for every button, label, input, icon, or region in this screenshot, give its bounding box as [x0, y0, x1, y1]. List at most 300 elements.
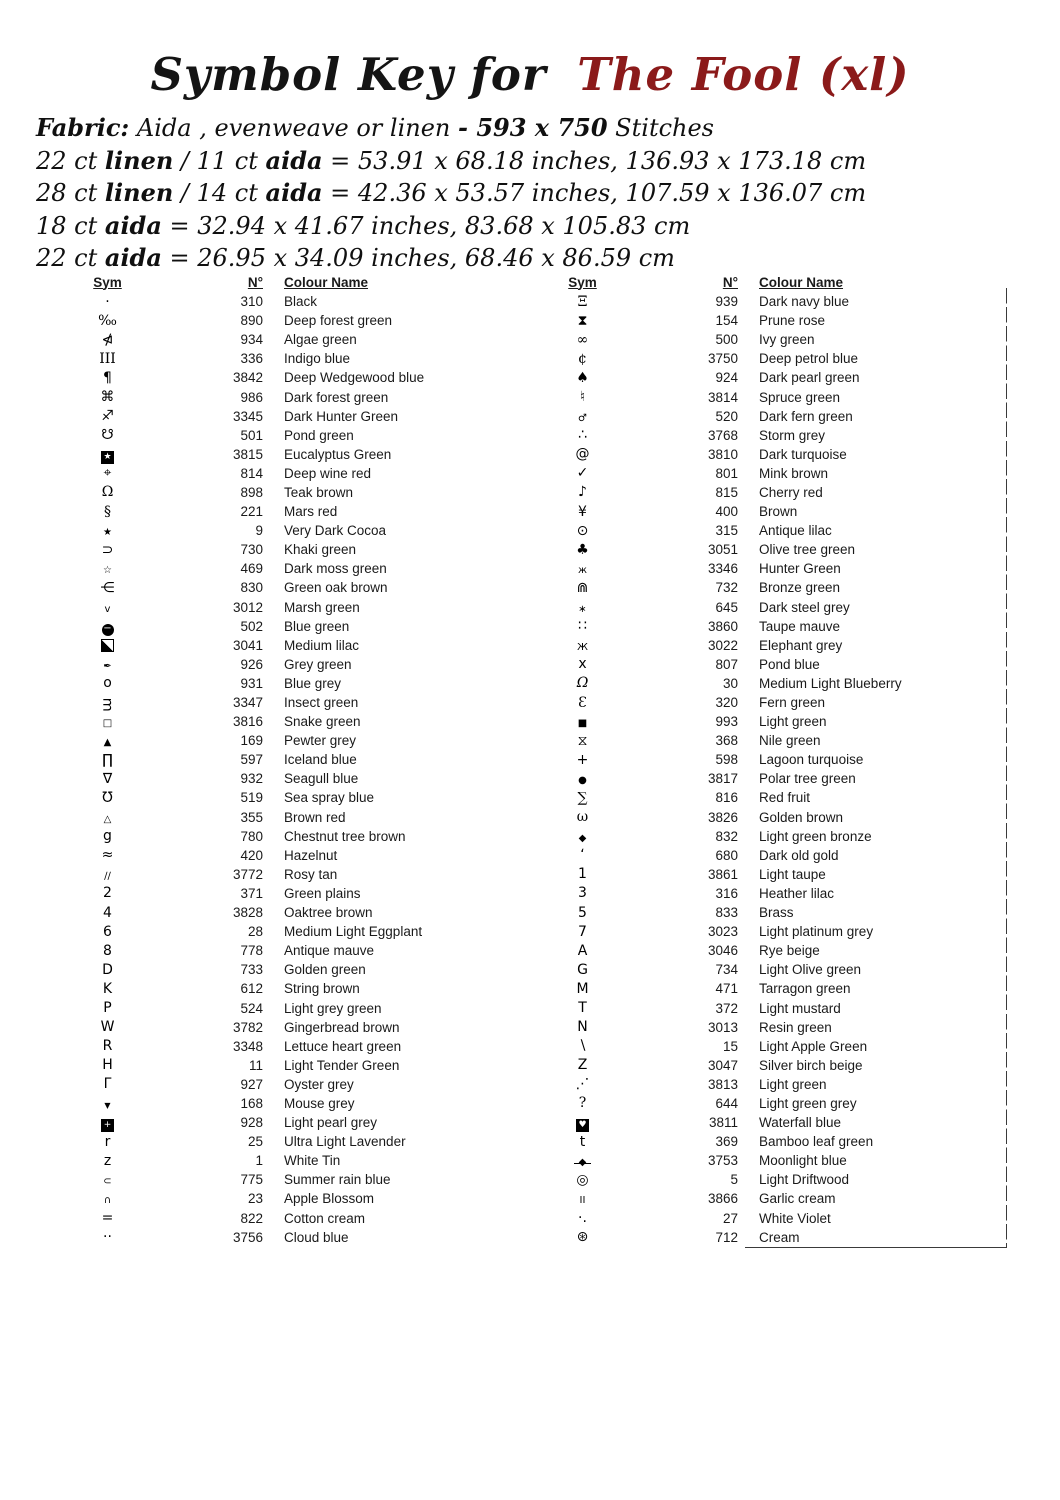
- stitch-symbol-icon: z: [103, 1152, 112, 1169]
- colour-name: Medium Light Eggplant: [284, 924, 423, 940]
- symbol-cell: [60, 1134, 155, 1150]
- symbol-cell: [60, 294, 155, 310]
- page-title: [0, 50, 1060, 100]
- colour-name: Blue green: [284, 618, 350, 634]
- symbol-cell: [535, 1172, 630, 1188]
- colour-name: Pond blue: [759, 656, 820, 672]
- table-row: [535, 674, 1007, 693]
- table-row: [535, 1228, 1007, 1247]
- floss-number: 3750: [707, 351, 738, 367]
- colour-name: Red fruit: [759, 790, 811, 806]
- floss-number: 519: [240, 790, 263, 806]
- table-row: [535, 464, 1007, 483]
- floss-number: 934: [240, 332, 263, 348]
- fabric-line-text: / 14 ct: [173, 179, 266, 207]
- table-header-left: [60, 272, 512, 292]
- symbol-cell: [60, 867, 155, 882]
- stitch-symbol-icon: ∩: [103, 1195, 112, 1207]
- floss-number: 3782: [232, 1019, 263, 1035]
- table-row: [535, 387, 1007, 406]
- stitch-symbol-icon: ♐: [101, 408, 114, 425]
- fabric-line-emphasis: linen: [104, 178, 174, 207]
- colour-name: Summer rain blue: [284, 1172, 391, 1188]
- stitch-symbol-icon: ∇: [102, 770, 113, 787]
- table-row: [60, 1132, 512, 1151]
- colour-name: Chestnut tree brown: [284, 828, 406, 844]
- stitch-symbol-icon: W: [100, 1019, 115, 1036]
- floss-number: 932: [240, 771, 263, 787]
- symbol-cell: [535, 981, 630, 997]
- floss-number: 501: [240, 427, 263, 443]
- colour-name: Nile green: [759, 733, 821, 749]
- floss-number: 11: [248, 1057, 263, 1073]
- colour-name: Sea spray blue: [284, 790, 375, 806]
- stitch-symbol-icon: g: [103, 828, 112, 845]
- fabric-line-text: = 53.91 x 68.18 inches, 136.93 x 173.18 cm: [322, 146, 867, 175]
- symbol-cell: [60, 638, 155, 653]
- fabric-line-emphasis: aida: [104, 243, 162, 272]
- stitch-symbol-icon: II: [579, 1195, 586, 1207]
- title-book-name: The Fool (xl): [577, 48, 910, 101]
- colour-name: Storm grey: [759, 427, 826, 443]
- colour-name: Green oak brown: [284, 580, 388, 596]
- symbol-cell: [535, 523, 630, 539]
- colour-name: Dark forest green: [284, 389, 389, 405]
- stitch-symbol-icon: ⋪: [101, 331, 114, 348]
- table-row: [60, 1056, 512, 1075]
- symbol-cell: [60, 962, 155, 978]
- table-row: [60, 674, 512, 693]
- floss-number: 3047: [707, 1057, 738, 1073]
- title-prefix: Symbol Key for: [150, 48, 547, 101]
- colour-name: Light Apple Green: [759, 1038, 868, 1054]
- stitch-symbol-icon: ⧖: [577, 732, 588, 749]
- stitch-symbol-icon: 3: [578, 885, 587, 902]
- table-row: [535, 426, 1007, 445]
- colour-name: Golden green: [284, 962, 366, 978]
- symbol-cell: [535, 1210, 630, 1226]
- colour-name: Light pearl grey: [284, 1115, 378, 1131]
- symbol-cell: [535, 638, 630, 653]
- table-row: [60, 884, 512, 903]
- table-row: [60, 578, 512, 597]
- table-row: [535, 1094, 1007, 1113]
- floss-number: 3860: [707, 618, 738, 634]
- stitch-symbol-icon: ʻ: [580, 847, 585, 864]
- table-row: [60, 1189, 512, 1208]
- stitch-symbol-icon: ⋒: [576, 579, 589, 596]
- symbol-cell: [60, 445, 155, 464]
- table-row: [535, 349, 1007, 368]
- symbol-cell: [535, 580, 630, 596]
- table-row: [60, 483, 512, 502]
- colour-name: Dark Hunter Green: [284, 408, 399, 424]
- table-row: [60, 693, 512, 712]
- floss-number: 320: [715, 695, 738, 711]
- stitch-symbol-icon: △: [103, 813, 112, 825]
- table-bottom-border: [745, 1247, 1007, 1249]
- colour-name: Khaki green: [284, 542, 357, 558]
- table-row: [535, 731, 1007, 750]
- symbol-cell: [535, 389, 630, 405]
- floss-number: 832: [715, 828, 738, 844]
- table-row: [60, 387, 512, 406]
- colour-name: Gingerbread brown: [284, 1019, 400, 1035]
- colour-name: Resin green: [759, 1019, 832, 1035]
- table-row: [60, 712, 512, 731]
- table-row: [60, 655, 512, 674]
- colour-name: Iceland blue: [284, 752, 357, 768]
- colour-name: Deep Wedgewood blue: [284, 370, 425, 386]
- symbol-cell: [60, 714, 155, 729]
- colour-name: Garlic cream: [759, 1191, 836, 1207]
- symbol-cell: [60, 675, 155, 691]
- table-row: [535, 1037, 1007, 1056]
- table-row: [60, 636, 512, 655]
- colour-name: White Tin: [284, 1153, 341, 1169]
- floss-number: 780: [240, 828, 263, 844]
- fabric-line-emphasis: aida: [265, 145, 323, 175]
- colour-name: Elephant grey: [759, 637, 843, 653]
- stitch-symbol-icon: −: [103, 622, 112, 634]
- symbol-cell: [535, 370, 630, 386]
- table-row: [535, 998, 1007, 1017]
- colour-name: Deep forest green: [284, 313, 393, 329]
- colour-name: Ivy green: [759, 332, 815, 348]
- colour-name: String brown: [284, 981, 360, 997]
- stitch-symbol-icon: ¥: [578, 503, 587, 520]
- symbol-cell: [60, 370, 155, 386]
- floss-number: 369: [715, 1134, 738, 1150]
- stitch-symbol-icon: ♠: [576, 369, 589, 386]
- table-row: [535, 1018, 1007, 1037]
- floss-number: 400: [715, 504, 738, 520]
- symbol-cell: [60, 1076, 155, 1092]
- symbol-cell: [535, 561, 630, 576]
- symbol-cell: [60, 1038, 155, 1054]
- table-right-border: [1006, 288, 1008, 1247]
- table-row: [535, 578, 1007, 597]
- table-row: [535, 788, 1007, 807]
- header-sym: Sym: [568, 274, 597, 290]
- fabric-line-text: 22 ct: [36, 146, 105, 175]
- symbol-cell: [60, 408, 155, 424]
- floss-number: 928: [240, 1115, 263, 1131]
- table-row: [535, 1209, 1007, 1228]
- table-row: [60, 540, 512, 559]
- stitch-symbol-icon: H: [102, 1057, 113, 1074]
- symbol-table-left: [60, 272, 512, 1247]
- table-row: [535, 407, 1007, 426]
- table-row: [60, 598, 512, 617]
- stitch-symbol-icon: ?: [578, 1095, 587, 1112]
- stitch-symbol-icon: 7: [578, 923, 587, 940]
- colour-name: Lettuce heart green: [284, 1038, 402, 1054]
- stitch-symbol-icon: @: [575, 446, 590, 463]
- floss-number: 3817: [707, 771, 738, 787]
- colour-name: Prune rose: [759, 313, 826, 329]
- floss-number: 500: [715, 332, 738, 348]
- floss-number: 154: [715, 313, 738, 329]
- symbol-cell: [60, 484, 155, 500]
- fabric-line-text: 28 ct: [36, 179, 105, 207]
- stitch-symbol-icon: 2: [103, 885, 112, 902]
- table-row: [535, 1113, 1007, 1132]
- colour-name: Medium lilac: [284, 637, 360, 653]
- stitch-symbol-icon: ‰: [98, 312, 117, 329]
- symbol-cell: [535, 714, 630, 729]
- table-row: [60, 827, 512, 846]
- symbol-cell: [535, 484, 630, 500]
- table-row: [535, 483, 1007, 502]
- table-row: [60, 349, 512, 368]
- fabric-line-text: Aida , evenweave or linen: [129, 114, 459, 142]
- table-row: [60, 407, 512, 426]
- symbol-cell: [60, 1153, 155, 1169]
- floss-number: 27: [722, 1210, 738, 1226]
- table-row: [535, 960, 1007, 979]
- symbol-cell: [60, 617, 155, 636]
- floss-number: 3826: [707, 809, 738, 825]
- table-header-right: [535, 272, 1007, 292]
- stitch-symbol-icon: ⌖: [103, 465, 112, 482]
- symbol-cell: [535, 1057, 630, 1073]
- stitch-symbol-icon: Ω: [576, 675, 589, 692]
- symbol-cell: [535, 695, 630, 711]
- floss-number: 520: [715, 408, 738, 424]
- table-row: [535, 750, 1007, 769]
- symbol-cell: [60, 790, 155, 806]
- stitch-symbol-icon: ⊛: [576, 1229, 589, 1246]
- colour-name: Marsh green: [284, 599, 360, 615]
- colour-name: Waterfall blue: [759, 1115, 842, 1131]
- colour-name: Spruce green: [759, 389, 841, 405]
- stitch-symbol-icon: ω: [576, 809, 589, 826]
- stitch-symbol-icon: R: [102, 1038, 113, 1055]
- stitch-symbol-icon: ✓: [576, 465, 589, 482]
- colour-name: Dark old gold: [759, 847, 839, 863]
- colour-name: Light green: [759, 1076, 827, 1092]
- symbol-cell: [60, 1191, 155, 1206]
- symbol-cell: [535, 351, 630, 367]
- table-row: [535, 827, 1007, 846]
- symbol-cell: [60, 905, 155, 921]
- floss-number: 3842: [232, 370, 263, 386]
- symbol-cell: [60, 924, 155, 940]
- symbol-cell: [535, 656, 630, 672]
- colour-name: Light Driftwood: [759, 1172, 850, 1188]
- table-row: [60, 617, 512, 636]
- floss-number: 3347: [232, 695, 263, 711]
- stitch-symbol-icon: ∗: [578, 603, 587, 615]
- floss-number: 336: [240, 351, 263, 367]
- symbol-cell: [535, 752, 630, 768]
- colour-name: Light taupe: [759, 866, 826, 882]
- fabric-line: [36, 145, 866, 178]
- colour-name: Antique mauve: [284, 943, 375, 959]
- floss-number: 939: [715, 294, 738, 310]
- stitch-symbol-icon: ·: [105, 293, 110, 310]
- floss-number: 30: [722, 675, 738, 691]
- stitch-symbol-icon: r: [104, 1133, 111, 1150]
- stitch-symbol-icon: N: [577, 1019, 588, 1036]
- table-row: [60, 464, 512, 483]
- stitch-symbol-icon: ⋲: [100, 579, 115, 596]
- floss-number: 807: [715, 656, 738, 672]
- fabric-line-text: Stitches: [607, 114, 714, 142]
- colour-name: Green plains: [284, 885, 361, 901]
- symbol-cell: [535, 905, 630, 921]
- symbol-cell: [535, 790, 630, 806]
- table-row: [60, 922, 512, 941]
- table-row: [535, 903, 1007, 922]
- table-row: [535, 1056, 1007, 1075]
- table-row: [535, 636, 1007, 655]
- symbol-cell: [535, 943, 630, 959]
- colour-name: Black: [284, 294, 318, 310]
- table-row: [60, 1094, 512, 1113]
- colour-name: Cherry red: [759, 484, 823, 500]
- stitch-symbol-icon: K: [102, 980, 113, 997]
- colour-name: Mars red: [284, 504, 338, 520]
- stitch-symbol-icon: ∴: [578, 427, 587, 444]
- stitch-symbol-icon: ⊃: [101, 541, 114, 558]
- stitch-symbol-icon: □: [102, 718, 113, 730]
- symbol-cell: [60, 733, 155, 748]
- stitch-symbol-icon: =: [101, 1210, 114, 1227]
- stitch-symbol-icon: ♮: [579, 389, 585, 406]
- stitch-symbol-icon: A: [577, 942, 588, 959]
- floss-number: 890: [240, 313, 263, 329]
- floss-number: 3861: [707, 866, 738, 882]
- table-row: [535, 1132, 1007, 1151]
- table-row: [60, 1075, 512, 1094]
- floss-number: 3046: [707, 943, 738, 959]
- colour-name: Indigo blue: [284, 351, 351, 367]
- colour-name: Very Dark Cocoa: [284, 523, 387, 539]
- table-row: [60, 1209, 512, 1228]
- floss-number: 310: [240, 294, 263, 310]
- symbol-cell: [535, 1153, 630, 1168]
- floss-number: 3023: [707, 924, 738, 940]
- stitch-symbol-icon: M: [576, 980, 589, 997]
- table-row: [60, 311, 512, 330]
- stitch-symbol-icon: ◆: [578, 832, 587, 844]
- fabric-line-text: 18 ct: [36, 211, 105, 240]
- table-row: [60, 330, 512, 349]
- floss-number: 168: [240, 1095, 263, 1111]
- table-row: [535, 884, 1007, 903]
- symbol-cell: [60, 695, 155, 711]
- floss-number: 1: [255, 1153, 263, 1169]
- table-row: [535, 445, 1007, 464]
- stitch-symbol-icon: III: [99, 350, 116, 367]
- colour-name: Pond green: [284, 427, 354, 443]
- table-row: [535, 1075, 1007, 1094]
- colour-name: Olive tree green: [759, 542, 856, 558]
- floss-number: 598: [715, 752, 738, 768]
- table-row: [535, 521, 1007, 540]
- colour-name: Apple Blossom: [284, 1191, 375, 1207]
- stitch-symbol-icon: ¢: [578, 350, 587, 367]
- table-row: [60, 1151, 512, 1170]
- symbol-cell: [60, 523, 155, 538]
- table-row: [535, 311, 1007, 330]
- symbol-cell: [535, 733, 630, 749]
- floss-number: 730: [240, 542, 263, 558]
- stitch-symbol-icon: ··: [103, 1229, 112, 1246]
- floss-number: 778: [240, 943, 263, 959]
- colour-name: Oaktree brown: [284, 905, 373, 921]
- fabric-line-text: = 26.95 x 34.09 inches, 68.46 x 86.59 cm: [161, 244, 675, 272]
- table-row: [535, 865, 1007, 884]
- colour-name: Seagull blue: [284, 771, 359, 787]
- fabric-line: [36, 242, 866, 275]
- table-row: [535, 846, 1007, 865]
- stitch-symbol-icon: 6: [103, 923, 112, 940]
- floss-number: 612: [240, 981, 263, 997]
- stitch-symbol-icon: ∏: [102, 751, 113, 768]
- stitch-symbol-icon: ж: [577, 565, 587, 577]
- colour-name: Light Olive green: [759, 962, 862, 978]
- table-row: [535, 502, 1007, 521]
- stitch-symbol-icon: P: [103, 1000, 112, 1017]
- symbol-cell: [535, 866, 630, 882]
- table-row: [60, 979, 512, 998]
- floss-number: 986: [240, 389, 263, 405]
- colour-name: Light Tender Green: [284, 1057, 400, 1073]
- symbol-cell: [60, 1019, 155, 1035]
- symbol-cell: [535, 465, 630, 481]
- floss-number: 597: [240, 752, 263, 768]
- table-row: [535, 617, 1007, 636]
- colour-name: Pewter grey: [284, 733, 357, 749]
- stitch-symbol-icon: ¶: [103, 369, 112, 386]
- table-row: [60, 750, 512, 769]
- table-row: [535, 979, 1007, 998]
- symbol-cell: [535, 600, 630, 615]
- symbol-cell: [535, 924, 630, 940]
- table-row: [60, 941, 512, 960]
- stitch-symbol-icon: ✒: [103, 660, 112, 672]
- colour-name: Insect green: [284, 695, 359, 711]
- floss-number: 712: [715, 1229, 738, 1245]
- symbol-cell: [60, 313, 155, 329]
- floss-number: 3814: [707, 389, 738, 405]
- stitch-symbol-icon: ♪: [578, 484, 587, 501]
- symbol-cell: [535, 1113, 630, 1132]
- floss-number: 822: [240, 1210, 263, 1226]
- table-row: [60, 1170, 512, 1189]
- colour-name: Lagoon turquoise: [759, 752, 864, 768]
- stitch-symbol-icon: +: [576, 751, 589, 768]
- colour-name: Dark fern green: [759, 408, 853, 424]
- floss-number: 732: [715, 580, 738, 596]
- stitch-symbol-icon: ●: [578, 775, 587, 787]
- colour-name: Grey green: [284, 656, 352, 672]
- floss-number: 502: [240, 618, 263, 634]
- floss-number: 898: [240, 484, 263, 500]
- stitch-symbol-icon: D: [102, 961, 113, 978]
- colour-name: Light platinum grey: [759, 924, 874, 940]
- floss-number: 830: [240, 580, 263, 596]
- colour-name: Teak brown: [284, 484, 354, 500]
- floss-number: 814: [240, 465, 263, 481]
- symbol-cell: [60, 1172, 155, 1187]
- symbol-cell: [535, 1134, 630, 1150]
- colour-name: Polar tree green: [759, 771, 856, 787]
- stitch-symbol-icon: ▲: [103, 737, 112, 749]
